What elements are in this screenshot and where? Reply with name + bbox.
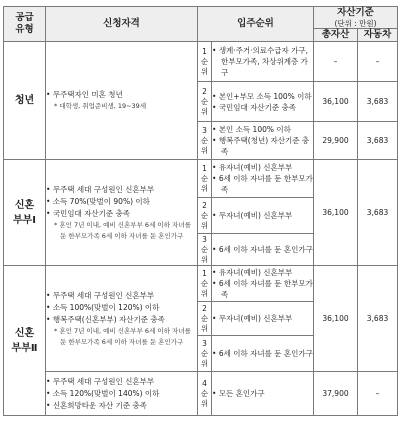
category-newlywed-1: 신혼 부부Ⅰ: [4, 160, 46, 266]
rental-priority-table: [3, 6, 398, 416]
newlywed1-rank-1: 1 순 위: [198, 160, 212, 198]
youth-rank-1-car: –: [358, 42, 398, 82]
newlywed1-rank-2-conditions: • 무자녀(예비) 신혼부부: [212, 198, 314, 234]
youth-rank-1-conditions: • 생계·주거·의료수급자 가구, 한부모가족, 차상위계층 가구: [212, 42, 314, 82]
youth-rank-2-total-assets: 36,100: [314, 82, 358, 122]
newlywed2-rank-1-conditions: • 유자녀(예비) 신혼부부 • 6세 이하 자녀를 둔 한부모가족: [212, 266, 314, 302]
newlywed2-qualification-a: • 무주택 세대 구성원인 신혼부부 • 소득 100%(맞벌이 120%) 이하 • 행복주택(신혼부부) 자산기준 충족 * 혼인 7년 이내, 예비 신혼부부 6세 이하 자녀를 둔 한부모가족 6세 이하 자녀를 둔 혼인가구: [46, 266, 198, 372]
youth-qual-note: * 대학생, 취업준비생, 19~39세: [54, 102, 147, 110]
newlywed1-rank-1-conditions: • 유자녀(예비) 신혼부부 • 6세 이하 자녀를 둔 한부모가족: [212, 160, 314, 198]
newlywed2-qualification-b: • 무주택 세대 구성원인 신혼부부 • 소득 120%(맞벌이 140%) 이하 • 신혼희망타운 자산 기준 충족: [46, 372, 198, 416]
newlywed2-rank-3: 3 순 위: [198, 336, 212, 372]
category-newlywed-2: 신혼 부부Ⅱ: [4, 266, 46, 416]
newlywed1-rank-3: 3 순 위: [198, 234, 212, 266]
youth-rank-2-car: 3,683: [358, 82, 398, 122]
newlywed1-car: 3,683: [358, 160, 398, 266]
newlywed2-car-b: –: [358, 372, 398, 416]
youth-rank-3-conditions: • 본인 소득 100% 이하 • 행복주택(청년) 자산기준 충족: [212, 122, 314, 160]
header-unit: (단위 : 만원): [334, 19, 377, 28]
newlywed1-total-assets: 36,100: [314, 160, 358, 266]
youth-rank-2-conditions: • 본인+부모 소득 100% 이하 • 국민임대 자산기준 충족: [212, 82, 314, 122]
newlywed2-rank-1: 1 순 위: [198, 266, 212, 302]
youth-qualification: [46, 42, 198, 160]
youth-rank-3-car: 3,683: [358, 122, 398, 160]
header-priority: 입주순위: [198, 7, 314, 42]
header-total-assets: 총자산: [314, 29, 358, 42]
header-supply-type: 공급 유형: [4, 7, 46, 42]
header-asset-criteria: 자산기준 (단위 : 만원): [314, 7, 398, 29]
category-youth: 청년: [4, 42, 46, 160]
newlywed2-rank-2: 2 순 위: [198, 302, 212, 336]
newlywed2-total-assets-b: 37,900: [314, 372, 358, 416]
youth-rank-2: 2 순 위: [198, 82, 212, 122]
newlywed2-car-a: 3,683: [358, 266, 398, 372]
newlywed1-qualification: • 무주택 세대 구성원인 신혼부부 • 소득 70%(맞벌이 90%) 이하 • 국민임대 자산기준 충족 * 혼인 7년 이내, 예비 신혼부부 6세 이하 자녀를 둔 한부모가족 6세 이하 자녀를 둔 혼인가구: [46, 160, 198, 266]
newlywed1-rank-2: 2 순 위: [198, 198, 212, 234]
youth-rank-3: 3 순 위: [198, 122, 212, 160]
youth-rank-1: 1 순 위: [198, 42, 212, 82]
newlywed1-rank-3-conditions: • 6세 이하 자녀를 둔 혼인가구: [212, 234, 314, 266]
newlywed2-rank-3-conditions: • 6세 이하 자녀를 둔 혼인가구: [212, 336, 314, 372]
youth-rank-1-total-assets: –: [314, 42, 358, 82]
header-car: 자동차: [358, 29, 398, 42]
newlywed2-rank-4-conditions: • 모든 혼인가구: [212, 372, 314, 416]
youth-qual-main: • 무주택자인 미혼 청년: [46, 90, 123, 99]
header-qualification: 신청자격: [46, 7, 198, 42]
newlywed2-rank-4: 4 순 위: [198, 372, 212, 416]
youth-rank-3-total-assets: 29,900: [314, 122, 358, 160]
newlywed2-rank-2-conditions: • 무자녀(예비) 신혼부부: [212, 302, 314, 336]
newlywed2-total-assets-a: 36,100: [314, 266, 358, 372]
